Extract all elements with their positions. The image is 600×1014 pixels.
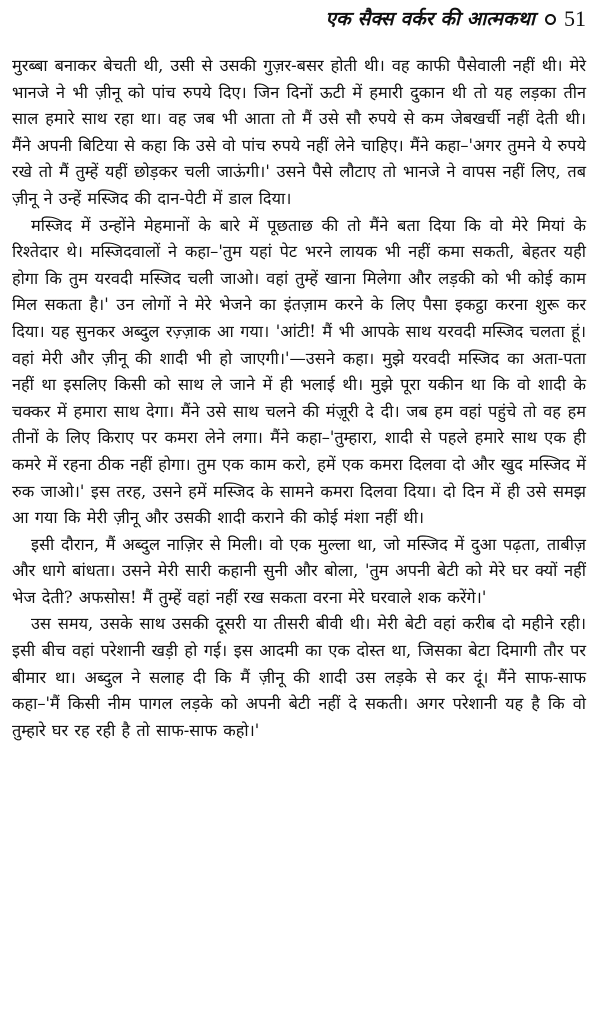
body-text xyxy=(12,53,586,744)
circle-icon xyxy=(545,14,556,25)
page-number: 51 xyxy=(564,6,586,31)
paragraph-3: इसी दौरान, मैं अब्दुल नाज़िर से मिली। वो एक मुल्ला था, जो मस्जिद में दुआ पढ़ता, ताबीज़ और धागे बांधता। उसने मेरी सारी कहानी सुनी और बोला, 'तुम अपनी बेटी को मेरे घर क्यों नहीं भेज देती? अफसोस! मैं तुम्हें वहां नहीं रख सकता वरना मेरे घरवाले शक करेंगे।' xyxy=(12,534,586,607)
paragraph-4: उस समय, उसके साथ उसकी दूसरी या तीसरी बीवी थी। मेरी बेटी वहां करीब दो महीने रही। इसी बीच वहां परेशानी खड़ी हो गई। इस आदमी का एक दोस्त था, जिसका बेटा दिमागी तौर पर बीमार था। अब्दुल ने सलाह दी कि मैं ज़ीनू की शादी उस लड़के से कर दूं। मैंने साफ-साफ कहा–'मैं किसी नीम पागल लड़के को अपनी बेटी नहीं दे सकती। अगर परेशानी यह है कि वो तुम्हारे घर रह रही है तो साफ-साफ कहो।' xyxy=(12,614,586,740)
paragraph-2: मस्जिद में उन्होंने मेहमानों के बारे में पूछताछ की तो मैंने बता दिया कि वो मेरे मियां के रिश्तेदार थे। मस्जिदवालों ने कहा–'तुम यहां पेट भरने लायक भी नहीं कमा सकती, बेहतर यही होगा कि तुम यरवदी मस्जिद चली जाओ। वहां तुम्हें खाना मिलेगा और लड़की को भी कोई काम मिल सकता है।' उन लोगों ने मेरे भेजने का इंतज़ाम करने के लिए पैसा इकट्ठा करना शुरू कर दिया। यह सुनकर अब्दुल रज़्ज़ाक आ गया। 'आंटी! मैं भी आपके साथ यरवदी मस्जिद चलता हूं। वहां मेरी और ज़ीनू की शादी भी हो जाएगी।'—उसने कहा। मुझे यरवदी मस्जिद का अता-पता नहीं था इसलिए किसी को साथ ले जाने में ही भलाई थी। मुझे पूरा यकीन था कि वो शादी के चक्कर में हमारा साथ देगा। मैंने उसे साथ चलने की मंज़ूरी दे दी। जब हम वहां पहुंचे तो वह हम तीनों के लिए किराए पर कमरा लेने लगा। मैंने कहा–'तुम्हारा, शादी से पहले हमारे साथ एक ही कमरे में रहना ठीक नहीं होगा। तुम एक काम करो, हमें एक कमरा दिलवा दो और खुद मस्जिद में रुक जाओ।' इस तरह, उसने हमें मस्जिद के सामने कमरा दिलवा दिया। दो दिन में ही उसे समझ आ गया कि मेरी ज़ीनू और उसकी शादी कराने की कोई मंशा नहीं थी। xyxy=(12,215,586,528)
book-title: एक सैक्स वर्कर की आत्मकथा xyxy=(325,8,535,30)
running-header xyxy=(325,8,586,30)
header-divider xyxy=(12,35,586,36)
paragraph-1: मुरब्बा बनाकर बेचती थी, उसी से उसकी गुज़र-बसर होती थी। वह काफी पैसेवाली नहीं थी। मेरे भानजे ने भी ज़ीनू को पांच रुपये दिए। जिन दिनों ऊटी में हमारी दुकान थी तो यह लड़का तीन साल हमारे साथ रहा था। वह जब भी आता तो मैं उसे सौ रुपये से कम जेबखर्ची नहीं देती थी। मैंने अपनी बिटिया से कहा कि उसे वो पांच रुपये नहीं लेने चाहिए। मैंने कहा–'अगर तुमने ये रुपये रखे तो मैं तुम्हें यहीं छोड़कर चली जाऊंगी।' उसने पैसे लौटाए तो भानजे ने वापस नहीं लिए, तब ज़ीनू ने उन्हें मस्जिद की दान-पेटी में डाल दिया। xyxy=(12,56,586,208)
